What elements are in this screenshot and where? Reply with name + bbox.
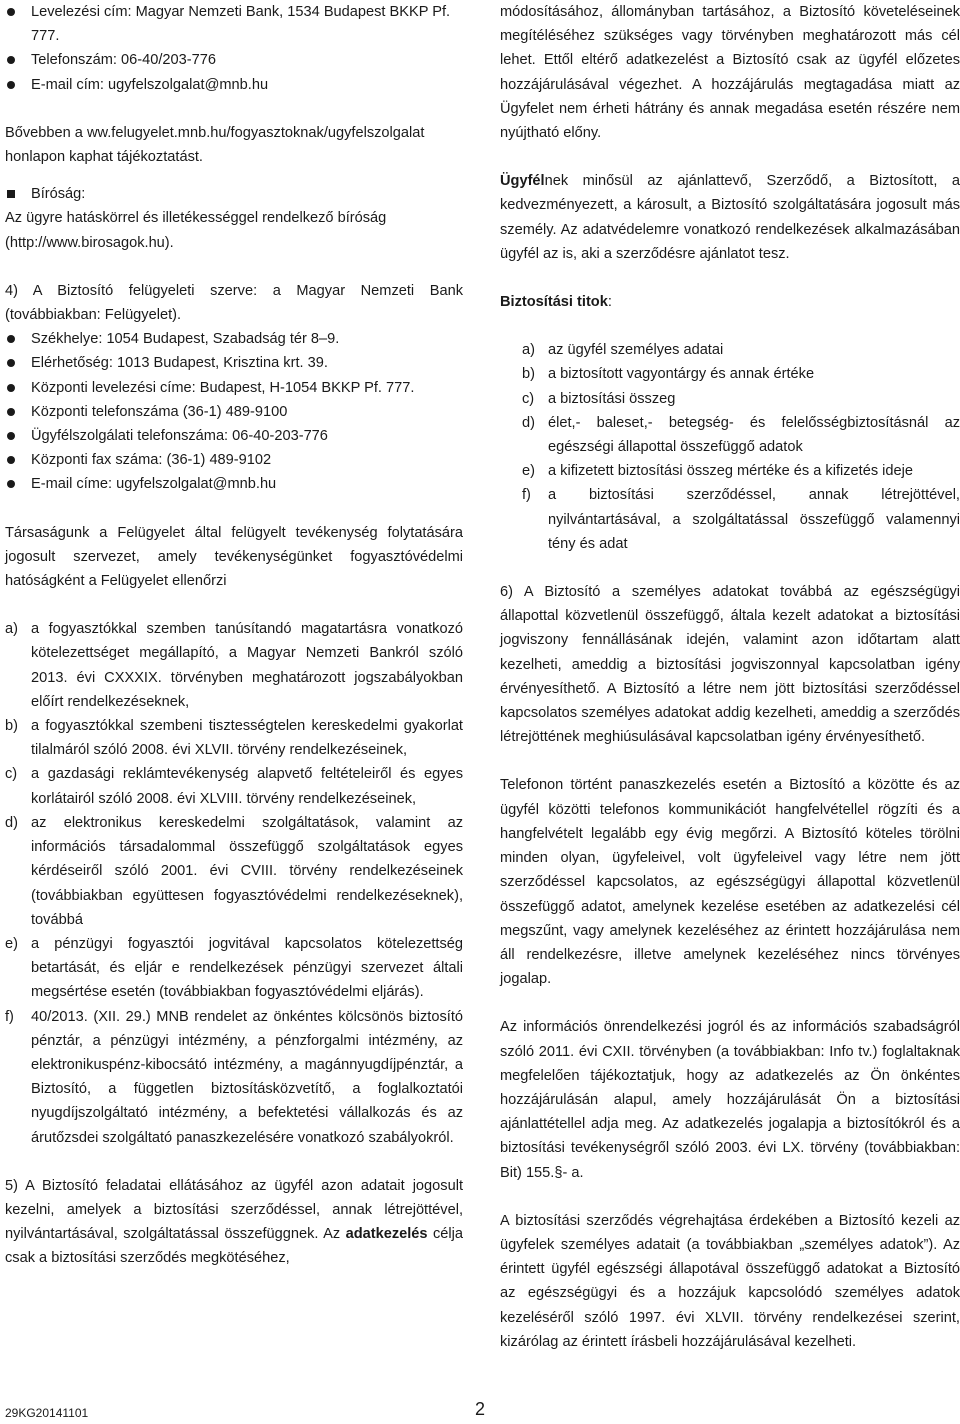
list-item: f) a biztosítási szerződéssel, annak létrejöttével, nyilvántartásával, a szolgáltatással összefüggő valamennyi tény és adat [522, 487, 960, 552]
supervisor-contact-list [5, 327, 463, 496]
list-item: d) az elektronikus kereskedelmi szolgáltatások, valamint az információs társadalommal összefüggő szolgáltatások egyes kérdéseiről szóló 2001. évi CVIII. törvény rendelkezéseinek (továbbiakban együttesen fogyasztóvédelmi rendelkezéseknek), továbbá [5, 814, 463, 928]
document-code: 29KG20141101 [5, 1406, 89, 1420]
section-4-intro: 4) A Biztosító felügyeleti szerve: a Magyar Nemzeti Bank (továbbiakban: Felügyelet). [5, 282, 463, 324]
list-item: Központi telefonszáma (36-1) 489-9100 [5, 400, 463, 424]
bullet-dot-icon [7, 335, 15, 343]
bullet-square-icon [7, 190, 15, 198]
list-item: Elérhetőség: 1013 Budapest, Krisztina krt. 39. [5, 351, 463, 375]
list-item: Székhelye: 1054 Budapest, Szabadság tér 8–9. [5, 327, 463, 351]
bullet-dot-icon [7, 359, 15, 367]
client-term: Ügyfél [500, 173, 545, 190]
court-heading: Bíróság: [5, 182, 463, 206]
list-item: Központi fax száma: (36-1) 489-9102 [5, 448, 463, 472]
continuation-paragraph: módosításához, állományban tartásához, a Biztosító követeléseinek megítéléséhez szükséges vagy törvényben meghatározott más cél lehet. Ettől eltérő adatkezelést a Biztosító csak az ügyfél előzetes hozzájárulásával végezhet. A hozzájárulás megtagadása miatt az Ügyfelet nem érheti hátrány és annak megadása esetén részére nem nyújtható előny. [500, 4, 960, 142]
more-info-paragraph: Bővebben a ww.felugyelet.mnb.hu/fogyasztoknak/ugyfelszolgalat honlapon kaphat tájékoztatást. [5, 124, 425, 166]
phone-complaint-paragraph: Telefonon történt panaszkezelés esetén a Biztosító a közötte és az ügyfél közötti telefonos kommunikációt hangfelvétellel rögzíti és a hangfelvételt legalább egy évig megőrzi. A Biztosító köteles törölni minden olyan, ügyfeleivel, volt ügyfeleivel vagy létre nem jött szerződéssel kapcsolatos, az egészségügyi állapottal közvetlenül összefüggő adatot, amelynek kezelése esetében az adatkezelési cél megszűnt, vagy amelynek kezeléséhez az érintett hozzájárulása nem áll rendelkezésre, illetve amelynek kezeléséhez nincs törvényes jogalap. [500, 777, 960, 988]
info-law-paragraph: Az információs önrendelkezési jogról és az információs szabadságról szóló 2011. évi CXII. törvényben (a továbbiakban: Info tv.) foglaltaknak megfelelően tájékoztatjuk, hogy az adatkezelés az Ön önkéntes hozzájárulásán alapul, amely hozzájárulását Ön a biztosítási ajánlattétellel adja meg. Az adatkezelés jogalapja a biztosítókról és a biztosítási tevékenységről szóló 2003. évi LX. törvény (továbbiakban: Bit) 155.§- a. [500, 1019, 960, 1181]
bullet-dot-icon [7, 456, 15, 464]
section-5-paragraph: 5) A Biztosító feladatai ellátásához az ügyfél azon adatait jogosult kezelni, amelyek a biztosítási szerződéssel, annak létrejöttével, nyilvántartásával, szolgáltatással összefüggnek. Az adatkezelés célja csak a biztosítási szerződés megkötéséhez, [5, 1177, 464, 1267]
court-paragraph: Az ügyre hatáskörrel és illetékességgel rendelkező bíróság (http://www.birosagok.hu). [5, 210, 387, 251]
bullet-dot-icon [7, 81, 15, 89]
bullet-dot-icon [7, 8, 15, 16]
list-item: e) a kifizetett biztosítási összeg mértéke és a kifizetés ideje [522, 463, 914, 480]
bullet-dot-icon [7, 480, 15, 488]
list-item: a) a fogyasztókkal szemben tanúsítandó magatartásra vonatkozó kötelezettséget megállapító, a Magyar Nemzeti Bankról szóló 2013. évi CXXXIX. törvényben meghatározott jogszabályokban előírt rendelkezéseknek, [5, 621, 463, 710]
left-column [5, 0, 463, 1271]
contact-phone: Telefonszám: 06-40/203-776 [5, 48, 463, 72]
list-item: e) a pénzügyi fogyasztói jogvitával kapcsolatos kötelezettség betartását, és eljár e rendelkezések pénzügyi szervezet általi megsértése esetén (továbbiakban fogyasztóvédelmi eljárás). [5, 935, 463, 1001]
bullet-dot-icon [7, 384, 15, 392]
list-item: d) élet,- baleset,- betegség- és felelősségbiztosításnál az egészségi állapottal összefüggő adatok [522, 414, 960, 456]
list-item: b) a biztosított vagyontárgy és annak értéke [522, 366, 815, 383]
page-number: 2 [475, 1399, 486, 1419]
list-item: f) 40/2013. (XII. 29.) MNB rendelet az önkéntes kölcsönös biztosító pénztár, a pénzügyi intézmény, a pénzforgalmi intézmény, az elektronikuspénz-kibocsátó intézmény, a magánnyugdíjpénztár, a Biztosító, a független biztosításközvetítő, a foglalkoztatói nyugdíjszolgáltató intézmény, a befektetési vállalkozás és az árutőzsdei szolgáltató panaszkezelésére vonatkozó szabályokról. [5, 1008, 463, 1146]
bullet-dot-icon [7, 432, 15, 440]
supervision-intro: Társaságunk a Felügyelet által felügyelt tevékenység folytatására jogosult szervezet, amely tevékenységünket fogyasztóvédelmi hatóságként a Felügyelet ellenőrzi [5, 524, 463, 590]
list-item: c) a gazdasági reklámtevékenység alapvető feltételeiről és egyes korlátairól szóló 2008. évi XLVIII. törvény rendelkezéseinek, [5, 766, 463, 807]
contact-postal-address: Levelezési cím: Magyar Nemzeti Bank, 1534 Budapest BKKP Pf. 777. [5, 0, 463, 48]
list-item: a) az ügyfél személyes adatai [522, 342, 724, 359]
list-item: Ügyfélszolgálati telefonszáma: 06-40-203-776 [5, 424, 463, 448]
list-item: c) a biztosítási összeg [522, 390, 676, 407]
supervision-list [5, 617, 463, 1149]
health-data-paragraph: A biztosítási szerződés végrehajtása érdekében a Biztosító kezeli az ügyfelek személyes adatait (a továbbiakban „személyes adatok”). Az érintett ügyfél egészségi állapotával összefüggő adatokat a Biztosító az egészségügyi és a hozzájuk kapcsolódó személyes adatok kezeléséről szóló 1997. évi XLVII. törvény rendelkezései szerint, kizárólag az érintett írásbeli hozzájárulásával kezelheti. [500, 1212, 960, 1350]
section-6-paragraph: 6) A Biztosító a személyes adatokat továbbá az egészségügyi állapottal közvetlenül összefüggő, általa kezelt adatokat a biztosítási jogviszony fennállásának idején, valamint azon időtartam alatt kezelheti, ameddig a biztosítási jogviszonnyal kapcsolatban igény érvényesíthető. A Biztosító a létre nem jött biztosítási szerződéssel kapcsolatos személyes adatokat addig kezelheti, ameddig a szerződés létrejöttének meghiúsulásával kapcsolatban igény érvényesíthető. [500, 584, 960, 746]
data-processing-term: adatkezelés [345, 1226, 428, 1243]
bullet-dot-icon [7, 56, 15, 64]
list-item: Központi levelezési címe: Budapest, H-1054 BKKP Pf. 777. [5, 376, 463, 400]
client-definition-paragraph: Ügyfélnek minősül az ajánlattevő, Szerződő, a Biztosított, a kedvezményezett, a károsult, a Biztosító szolgáltatására jogosult más személy. Az adatvédelemre vonatkozó rendelkezések alkalmazásában ügyfél az is, aki a szerződésre ajánlatot tesz. [500, 173, 960, 262]
list-item: b) a fogyasztókkal szembeni tisztességtelen kereskedelmi gyakorlat tilalmáról szóló 2008. évi XLVII. törvény rendelkezéseinek, [5, 718, 463, 759]
list-item: E-mail címe: ugyfelszolgalat@mnb.hu [5, 472, 463, 496]
insurance-secret-list [500, 338, 960, 556]
contact-list [5, 0, 463, 97]
insurance-secret-heading: Biztosítási titok: [500, 294, 612, 311]
bullet-dot-icon [7, 408, 15, 416]
right-column [500, 0, 960, 1354]
page-footer [5, 1399, 955, 1422]
contact-email: E-mail cím: ugyfelszolgalat@mnb.hu [5, 73, 463, 97]
